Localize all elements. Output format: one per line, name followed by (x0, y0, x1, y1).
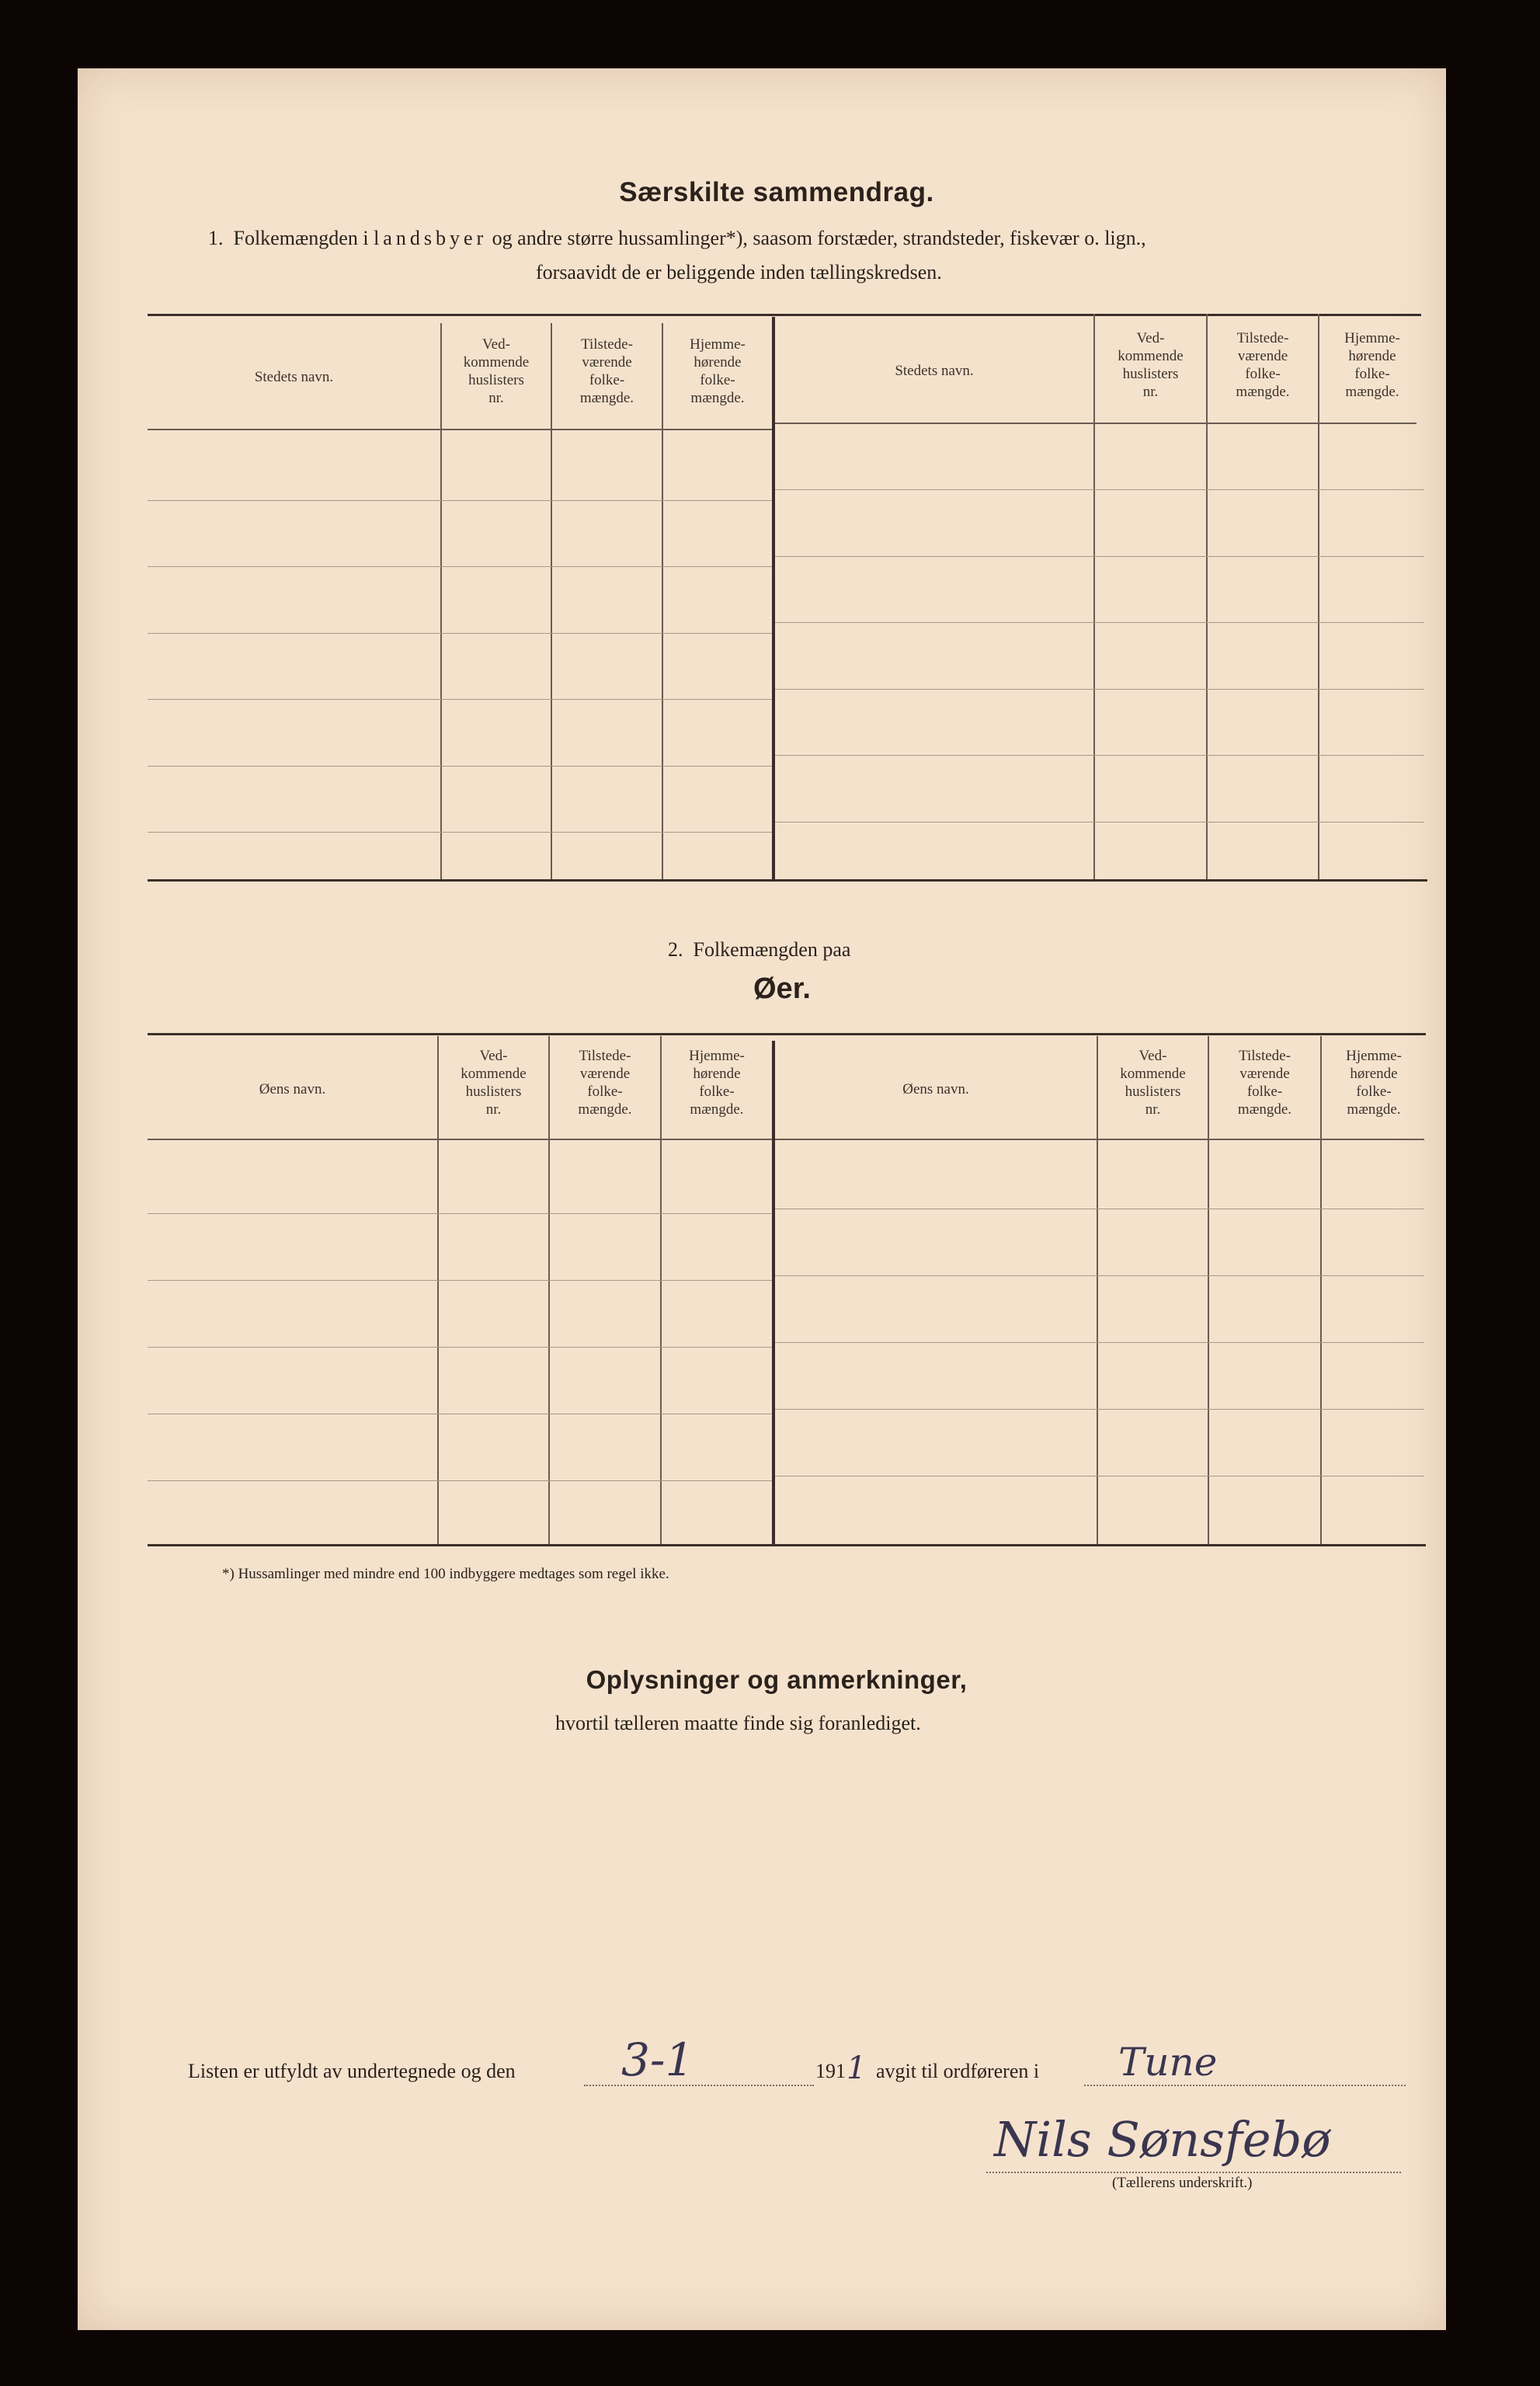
table1-row-line (148, 699, 772, 700)
table2-header-rule-left (148, 1139, 772, 1140)
table1-row-line (148, 566, 772, 567)
table1-header-hjemme-text: Hjemme- hørende folke- mængde. (1344, 330, 1400, 400)
date-underline (584, 2085, 814, 2086)
section2-number: 2. (668, 938, 683, 961)
table2-row-line (775, 1342, 1424, 1343)
table2-header-tilstede-text: Tilstede- værende folke- mængde. (578, 1048, 632, 1118)
table2-header-huslister-left (439, 1047, 548, 1118)
remarks-title: Oplysninger og anmerkninger, (586, 1665, 968, 1694)
table2-header-hjemme-right (1322, 1047, 1426, 1118)
table2-header-tilstede-text: Tilstede- værende folke- mængde. (1237, 1048, 1292, 1118)
table1-header-rule-left (148, 429, 772, 430)
table2-row-line (148, 1280, 772, 1281)
handwritten-date: 3-1 (621, 2033, 694, 2086)
table1-row-line (775, 755, 1424, 756)
table1-row-line (148, 633, 772, 634)
table2-header-hjemme-left (662, 1047, 772, 1118)
date-line-middle: avgit til ordføreren i (876, 2060, 1040, 2082)
section2-title: Øer. (753, 972, 811, 1005)
table2-row-line (148, 1480, 772, 1481)
table2-header-huslister-text: Ved- kommende huslisters nr. (461, 1048, 527, 1118)
signature-underline (986, 2172, 1401, 2173)
table1-bottom-rule (148, 879, 1427, 882)
table1-row-line (148, 766, 772, 767)
table2-header-huslister-text: Ved- kommende huslisters nr. (1120, 1048, 1186, 1118)
table1-row-line (775, 622, 1424, 623)
municipality-underline (1084, 2085, 1406, 2086)
table1-top-rule (148, 314, 1421, 316)
table1-row-line (775, 689, 1424, 690)
table1-row-line (148, 500, 772, 501)
year-handwritten: 1 (846, 2050, 867, 2086)
table2-top-rule (148, 1033, 1426, 1035)
table2-row-line (775, 1409, 1424, 1410)
section1-line2: forsaavidt de er beliggende inden tællingskredsen. (536, 261, 942, 283)
table1-row-line (775, 556, 1424, 557)
table1-header-rule-right (775, 423, 1417, 424)
table1-header-tilstede-left (552, 336, 662, 407)
table1-header-tilstede-text: Tilstede- værende folke- mængde. (579, 336, 634, 406)
handwritten-municipality: Tune (1118, 2040, 1218, 2085)
section1-number: 1. (208, 227, 224, 249)
section1-line1-pre: Folkemængden i (233, 227, 369, 249)
table1-row-line (775, 489, 1424, 490)
table2-header-island-name-right: Øens navn. (902, 1080, 969, 1097)
table1-header-huslister-left (442, 336, 551, 407)
table2-row-line (148, 1347, 772, 1348)
date-line-prefix: Listen er utfyldt av undertegnede og den (188, 2060, 516, 2082)
section2-line (668, 938, 850, 962)
table1-header-place-name-right: Stedets navn. (895, 362, 974, 379)
table1-row-line (775, 822, 1424, 823)
section1-line1-post: og andre større hussamlinger*), saasom forstæder, strandsteder, fiskevær o. lign., (492, 227, 1146, 249)
table1-header-huslister-text: Ved- kommende huslisters nr. (463, 336, 530, 406)
signature-caption: (Tællerens underskrift.) (1112, 2175, 1253, 2191)
table1-header-hjemme-left (663, 336, 772, 407)
footnote: *) Hussamlinger med mindre end 100 indbyggere medtages som regel ikke. (222, 1566, 669, 1582)
table1-header-place-name-left: Stedets navn. (254, 368, 334, 385)
table2-header-huslister-right (1098, 1047, 1208, 1118)
table2-header-island-name-left: Øens navn. (259, 1080, 326, 1097)
year-printed: 191 (815, 2060, 846, 2082)
table2-header-rule-right (775, 1139, 1424, 1140)
table2-header-hjemme-text: Hjemme- hørende folke- mængde. (1346, 1048, 1402, 1118)
table2-header-hjemme-text: Hjemme- hørende folke- mængde. (689, 1048, 745, 1118)
section1-line1 (208, 227, 1146, 250)
table1-header-hjemme-text: Hjemme- hørende folke- mængde. (690, 336, 746, 406)
table1-header-huslister-text: Ved- kommende huslisters nr. (1118, 330, 1184, 400)
section2-text: Folkemængden paa (693, 938, 851, 961)
table2-row-line (775, 1275, 1424, 1276)
table2-header-tilstede-left (550, 1047, 660, 1118)
enumerator-signature: Nils Sønsfebø (994, 2111, 1331, 2168)
table1-header-tilstede-text: Tilstede- værende folke- mængde. (1236, 330, 1290, 400)
table1-header-huslister-right (1095, 329, 1206, 401)
section1-line1-spaced: landsbyer (374, 227, 488, 249)
table2-bottom-rule (148, 1544, 1426, 1546)
remarks-subtitle: hvortil tælleren maatte finde sig foranlediget. (555, 1712, 921, 1734)
form-heading: Særskilte sammendrag. (619, 177, 934, 207)
table2-header-tilstede-right (1209, 1047, 1320, 1118)
table2-row-line (148, 1213, 772, 1214)
table1-header-hjemme-right (1319, 329, 1425, 401)
table1-header-tilstede-right (1208, 329, 1318, 401)
table1-row-line (148, 832, 772, 833)
